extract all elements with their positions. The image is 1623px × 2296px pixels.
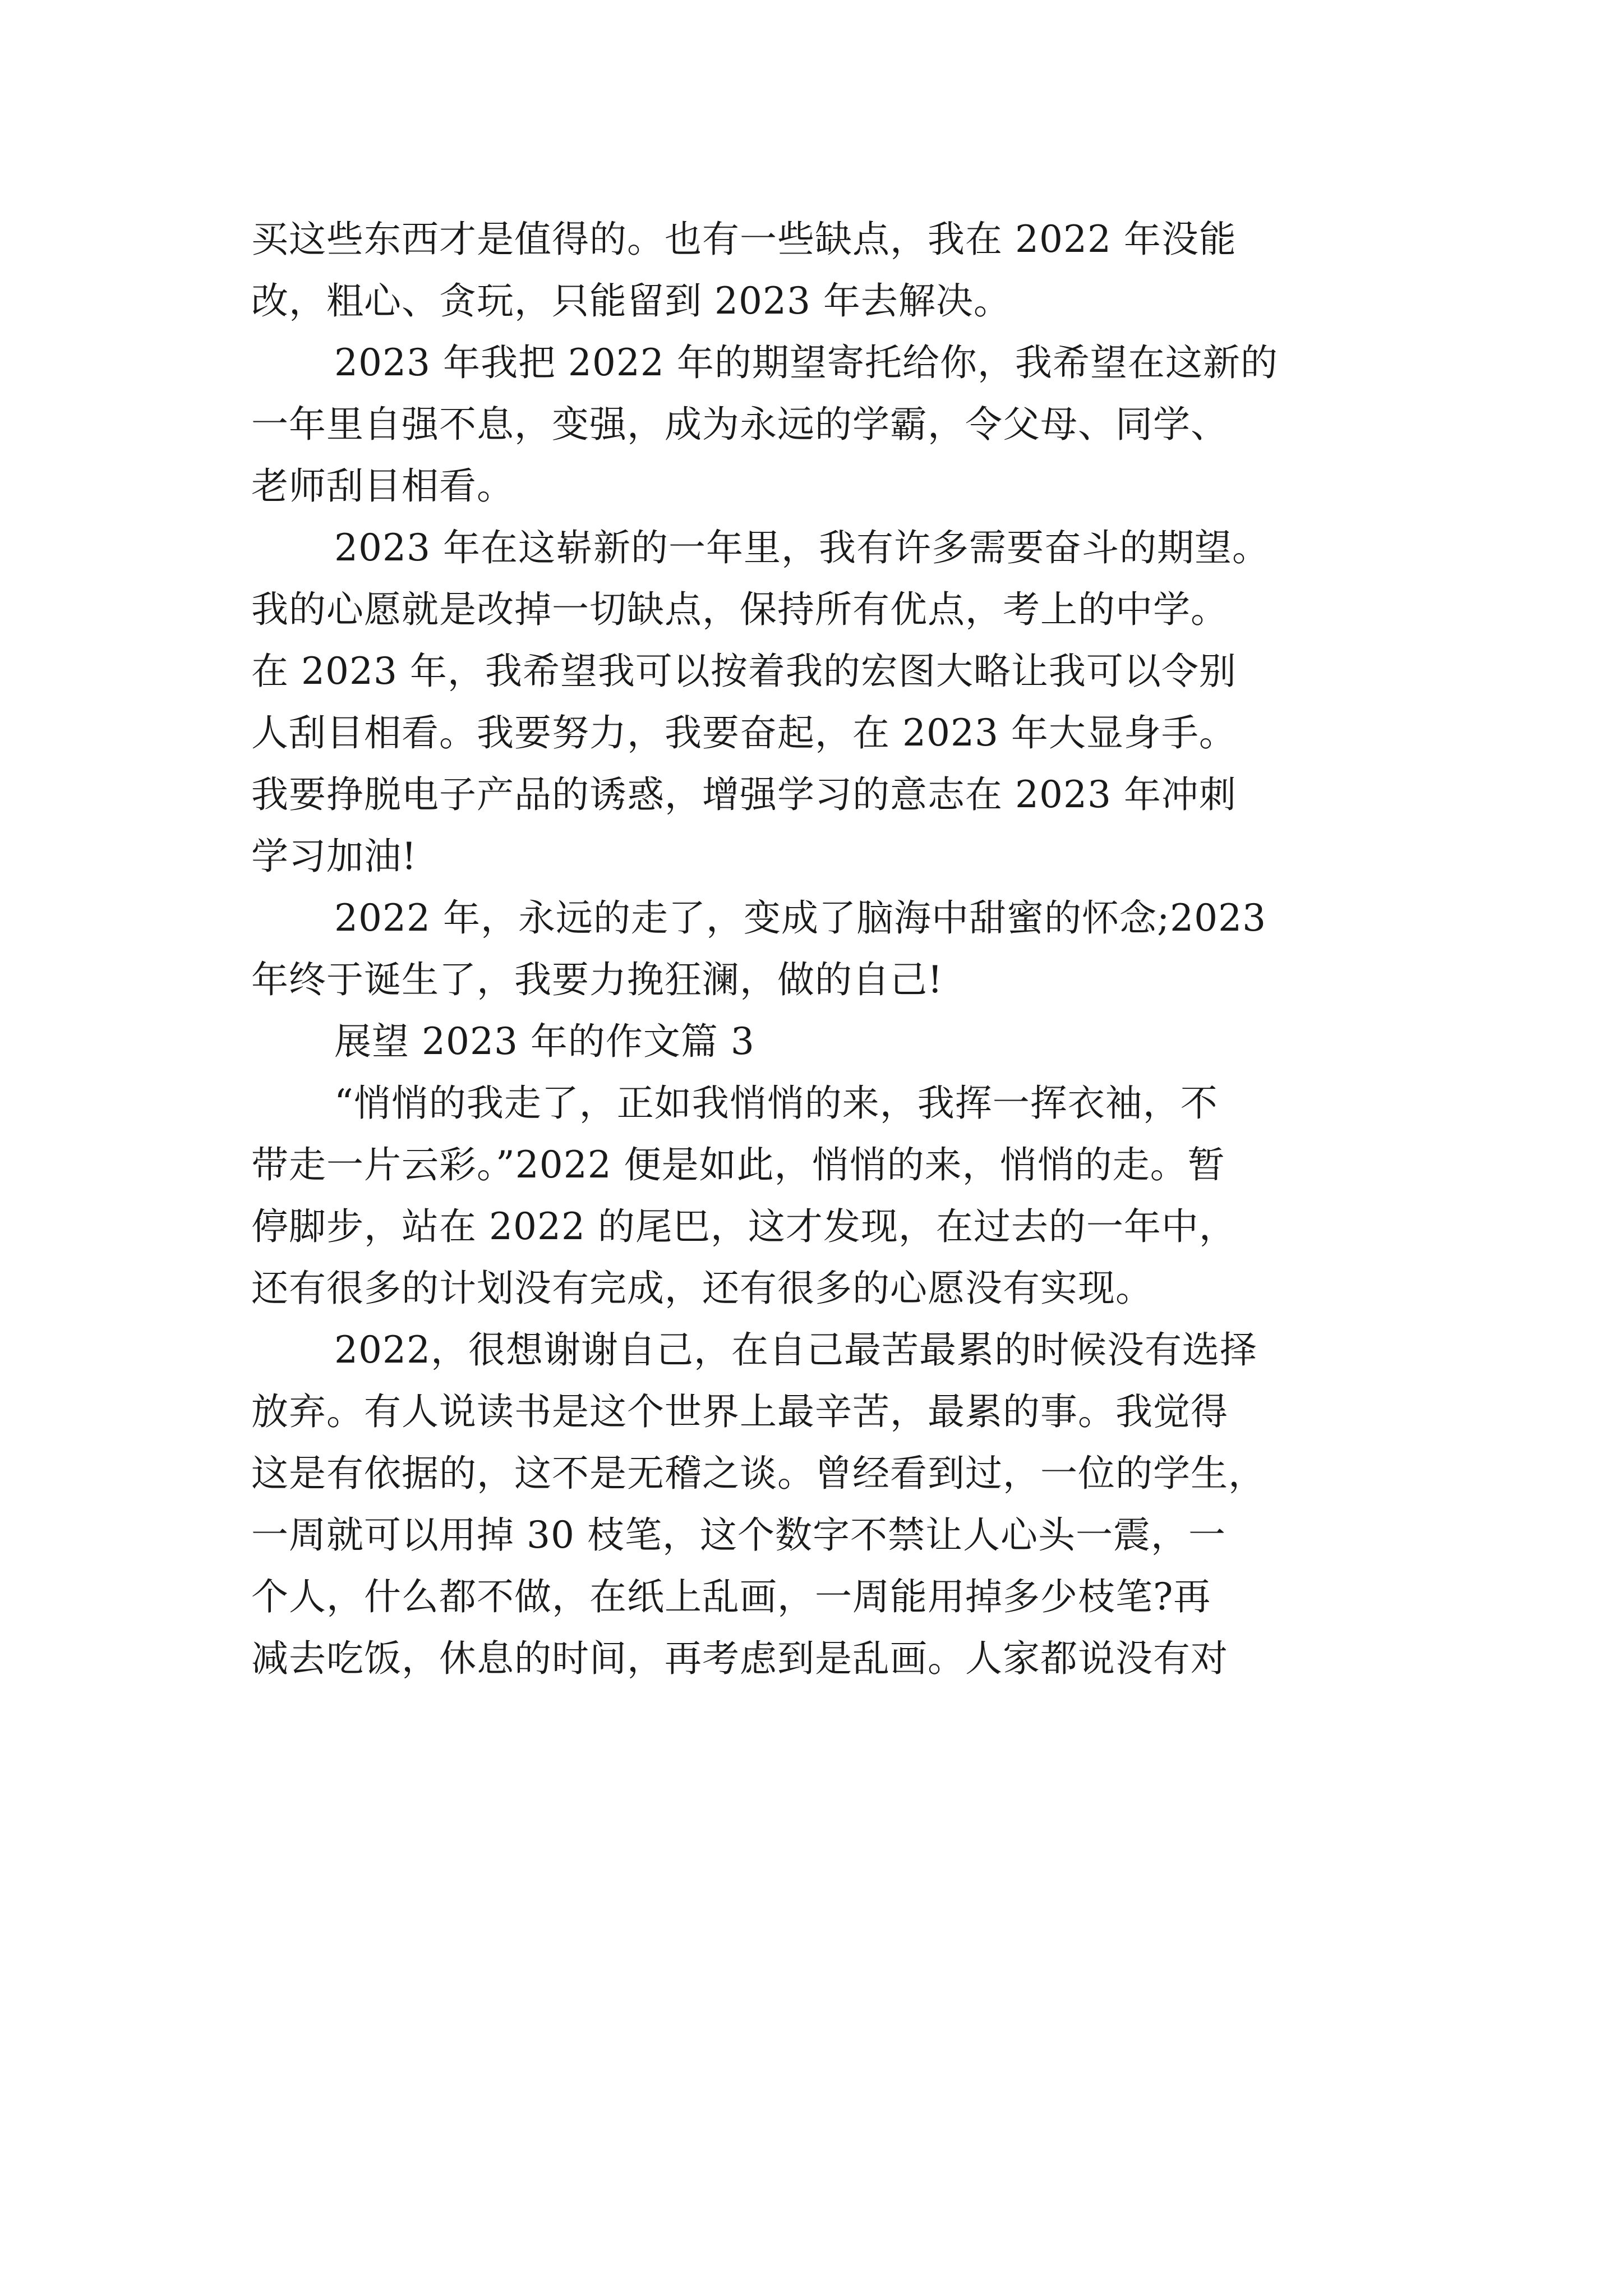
text-line: 停脚步，站在 2022 的尾巴，这才发现，在过去的一年中，: [251, 1205, 1237, 1248]
paragraph-start-line: 2022 年，永远的走了，变成了脑海中甜蜜的怀念;2023: [334, 896, 1267, 940]
text-line: 这是有依据的，这不是无稽之谈。曾经看到过，一位的学生，: [251, 1452, 1266, 1495]
text-line: 改，粗心、贪玩，只能留到 2023 年去解决。: [251, 279, 1011, 323]
text-line: 我的心愿就是改掉一切缺点，保持所有优点，考上的中学。: [251, 588, 1228, 631]
text-line: 人刮目相看。我要努力，我要奋起，在 2023 年大显身手。: [251, 711, 1237, 754]
text-line: 在 2023 年，我希望我可以按着我的宏图大略让我可以令别: [251, 650, 1237, 693]
text-line: 减去吃饭，休息的时间，再考虑到是乱画。人家都说没有对: [251, 1637, 1228, 1680]
text-line: 年终于诞生了，我要力挽狂澜，做的自己!: [251, 958, 943, 1001]
paragraph-start-line: 2022，很想谢谢自己，在自己最苦最累的时候没有选择: [334, 1328, 1257, 1372]
text-line: 一年里自强不息，变强，成为永远的学霸，令父母、同学、: [251, 403, 1228, 446]
paragraph-start-line: 2023 年我把 2022 年的期望寄托给你，我希望在这新的: [334, 341, 1278, 384]
text-line: 放弃。有人说读书是这个世界上最辛苦，最累的事。我觉得: [251, 1390, 1228, 1433]
text-line: 还有很多的计划没有完成，还有很多的心愿没有实现。: [251, 1267, 1153, 1310]
section-heading: 展望 2023 年的作文篇 3: [334, 1020, 755, 1063]
text-line: 一周就可以用掉 30 枝笔，这个数字不禁让人心头一震，一: [251, 1513, 1226, 1557]
text-line: 老师刮目相看。: [251, 464, 514, 508]
text-line: 我要挣脱电子产品的诱惑，增强学习的意志在 2023 年冲刺: [251, 773, 1237, 816]
text-line: 带走一片云彩。”2022 便是如此，悄悄的来，悄悄的走。暂: [251, 1143, 1225, 1186]
text-line: 买这些东西才是值得的。也有一些缺点，我在 2022 年没能: [251, 218, 1237, 261]
document-body: [251, 209, 1372, 1690]
paragraph-start-line: “悄悄的我走了，正如我悄悄的来，我挥一挥衣袖，不: [334, 1082, 1218, 1125]
paragraph-start-line: 2023 年在这崭新的一年里，我有许多需要奋斗的期望。: [334, 526, 1270, 569]
text-line: 学习加油!: [251, 835, 417, 878]
text-line: 个人，什么都不做，在纸上乱画，一周能用掉多少枝笔?再: [251, 1575, 1211, 1618]
